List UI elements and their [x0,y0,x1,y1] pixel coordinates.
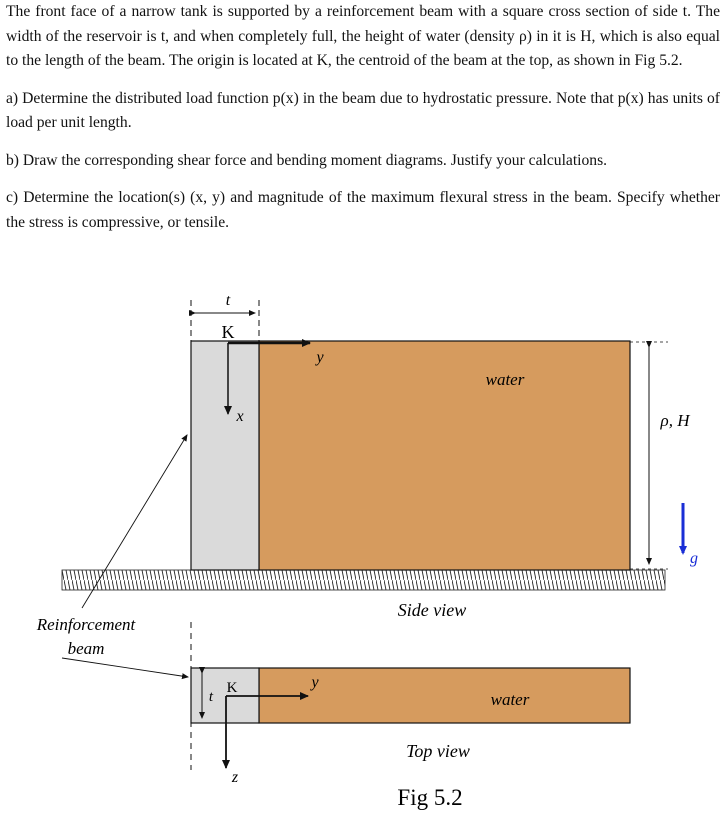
top-water-label: water [490,690,530,709]
figure-caption: Fig 5.2 [397,785,463,810]
top-y-axis-label: y [311,674,319,691]
problem-part-a: a) Determine the distributed load function p(x) in the beam due to hydrostatic pressure. Note that p(x) has units of load per unit length. [6,89,720,131]
top-thickness-label: t [208,689,214,705]
top-view [191,622,630,786]
problem-intro: The front face of a narrow tank is supported by a reinforcement beam with a square cross section of side t. The width of the reservoir is t, and when completely full, the height of water (density ρ) in it is H, which is also equal to the length of the beam. The origin is located at K, the centroid of the beam at the top, as shown in Fig 5.2. [6,3,720,69]
side-beam [191,341,259,570]
ground-hatch [62,570,665,590]
side-y-axis-label: y [316,349,324,366]
side-view-label: Side view [397,600,467,620]
beam-label-line1: Reinforcement [36,615,136,634]
top-view-label: Top view [406,741,470,761]
beam-callout [36,435,188,677]
top-origin-label: K [226,680,238,696]
problem-part-c: c) Determine the location(s) (x, y) and magnitude of the maximum flexural stress in the beam. Specify whether the stress is compressive, or tensile. [6,189,720,231]
side-origin-label: K [221,322,235,342]
beam-leader-top [62,658,188,677]
top-z-axis-label: z [231,769,239,786]
side-water-label: water [485,370,525,389]
problem-part-b: b) Draw the corresponding shear force and bending moment diagrams. Justify your calculations. [6,151,608,169]
beam-label-line2: beam [67,639,105,658]
gravity-label: g [690,550,698,567]
side-water-region [259,341,630,570]
side-view [62,292,698,620]
side-width-label: t [225,292,231,309]
side-x-axis-label: x [236,408,244,425]
side-height-label: ρ, H [660,411,690,430]
